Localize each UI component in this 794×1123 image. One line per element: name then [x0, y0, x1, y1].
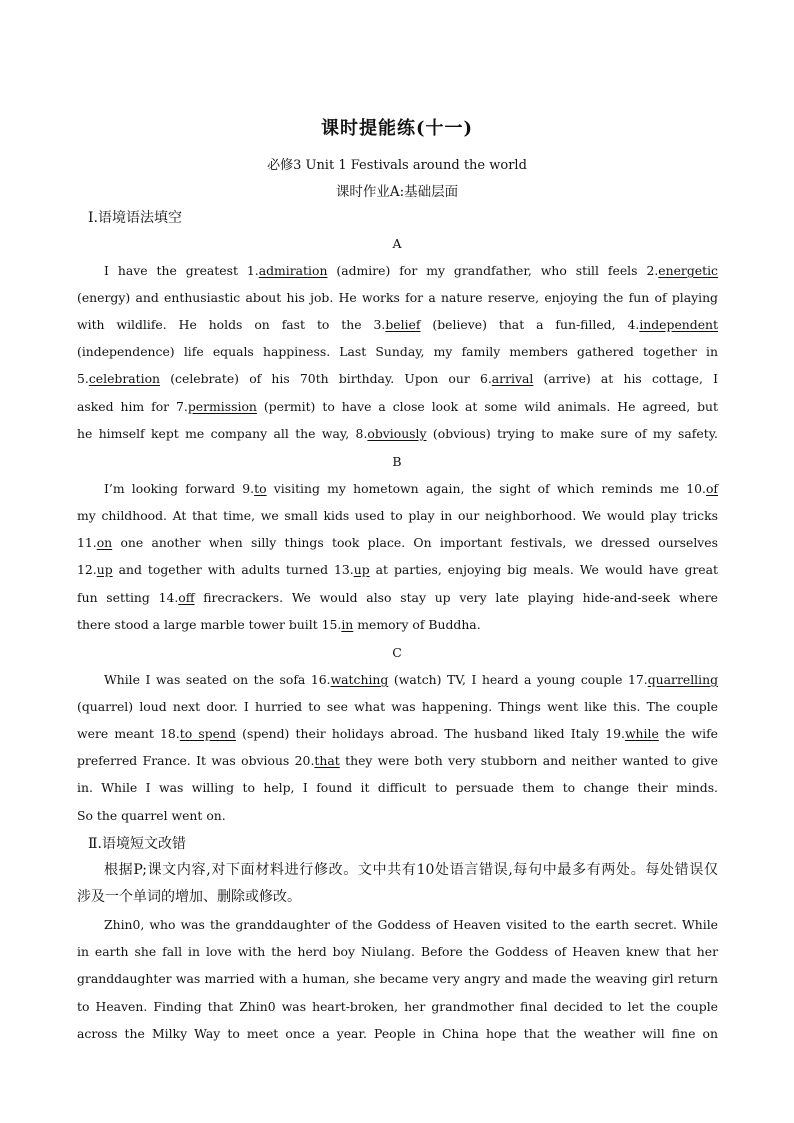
passage-line: [77, 588, 718, 608]
passage-text: (celebrate) of his 70th birthday. Upon our 6.: [160, 371, 492, 386]
answer-blank: of: [705, 481, 718, 496]
passage-text: So the quarrel went on.: [77, 808, 226, 823]
part-c-label: C: [392, 645, 402, 660]
passage-text: visiting my hometown again, the sight of which reminds me 10.: [266, 481, 706, 496]
answer-blank: while: [624, 726, 659, 741]
passage-text: in. While I was willing to help, I found it difficult to persuade them to change their minds.: [77, 780, 718, 795]
passage-text: 5.: [77, 371, 89, 386]
section-2-heading: Ⅱ.语境短文改错: [88, 836, 186, 852]
answer-blank: watching: [330, 672, 389, 687]
part-b-label: B: [392, 454, 402, 469]
passage-line: granddaughter was married with a human, she became very angry and made the weaving girl return: [77, 971, 718, 986]
passage-text: at parties, enjoying big meals. We would have great: [369, 562, 718, 577]
passage-text: (arrive) at his cottage, I: [533, 371, 718, 386]
passage-line: [77, 261, 718, 281]
answer-blank: off: [178, 590, 195, 605]
passage-line: [77, 751, 718, 771]
passage-text: there stood a large marble tower built 15.: [77, 617, 342, 632]
passage-text: he himself kept me company all the way, 8.: [77, 426, 368, 441]
passage-line: [77, 724, 718, 744]
passage-text: they were both very stubborn and neither wanted to give: [339, 753, 718, 768]
passage-line: to Heaven. Finding that Zhin0 was heart-broken, her grandmother final decided to let the couple: [77, 999, 718, 1014]
passage-text: the wife: [658, 726, 718, 741]
passage-text: were meant 18.: [77, 726, 180, 741]
passage-text: (spend) their holidays abroad. The husband liked Italy 19.: [235, 726, 625, 741]
passage-line: in earth she fall in love with the herd boy Niulang. Before the Goddess of Heaven knew that her: [77, 944, 718, 959]
section-1-heading: Ⅰ.语境语法填空: [88, 210, 182, 226]
passage-text: my childhood. At that time, we small kids used to play in our neighborhood. We would play tricks: [77, 508, 718, 523]
unit-subtitle: 必修3 Unit 1 Festivals around the world: [267, 158, 527, 173]
passage-line: [77, 424, 718, 444]
answer-blank: quarrelling: [647, 672, 718, 687]
passage-text: (quarrel) loud next door. I hurried to see what was happening. Things went like this. The couple: [77, 699, 718, 714]
passage-text: asked him for 7.: [77, 399, 188, 414]
passage-text: with wildlife. He holds on fast to the 3.: [77, 317, 386, 332]
answer-blank: up: [353, 562, 370, 577]
answer-blank: belief: [385, 317, 421, 332]
passage-line: [77, 806, 718, 826]
passage-line: [77, 397, 718, 417]
passage-text: (obvious) trying to make sure of my safety.: [426, 426, 718, 441]
answer-blank: admiration: [258, 263, 328, 278]
passage-text: (watch) TV, I heard a young couple 17.: [388, 672, 648, 687]
page-title: 课时提能练(十一): [320, 118, 474, 139]
answer-blank: to spend: [179, 726, 236, 741]
answer-blank: permission: [187, 399, 257, 414]
answer-blank: to: [254, 481, 267, 496]
passage-text: (believe) that a fun-filled, 4.: [420, 317, 640, 332]
passage-line: [77, 778, 718, 798]
passage-text: one another when silly things took place. On important festivals, we dressed ourselves: [112, 535, 718, 550]
passage-text: (admire) for my grandfather, who still feels 2.: [327, 263, 659, 278]
passage-text: 12.: [77, 562, 97, 577]
passage-line: [77, 615, 718, 635]
instruction-line: 根据P;课文内容,对下面材料进行修改。文中共有10处语言错误,每句中最多有两处。每处错误仅: [104, 862, 718, 878]
answer-blank: independent: [639, 317, 718, 332]
answer-blank: celebration: [88, 371, 161, 386]
answer-blank: obviously: [367, 426, 427, 441]
passage-line: [77, 288, 718, 308]
part-a-label: A: [392, 236, 402, 251]
passage-line: [77, 342, 718, 362]
answer-blank: on: [96, 535, 113, 550]
passage-line: [77, 369, 718, 389]
passage-line: [77, 479, 718, 499]
passage-text: fun setting 14.: [77, 590, 179, 605]
passage-text: (permit) to have a close look at some wild animals. He agreed, but: [256, 399, 719, 414]
passage-line: across the Milky Way to meet once a year. People in China hope that the weather will fine on: [77, 1026, 718, 1041]
passage-line: [77, 506, 718, 526]
passage-text: (independence) life equals happiness. Last Sunday, my family members gathered together in: [77, 344, 718, 359]
passage-text: preferred France. It was obvious 20.: [77, 753, 315, 768]
passage-text: While I was seated on the sofa 16.: [104, 672, 331, 687]
passage-text: memory of Buddha.: [353, 617, 481, 632]
answer-blank: arrival: [491, 371, 534, 386]
passage-line: [77, 670, 718, 690]
passage-line: [77, 697, 718, 717]
passage-text: 11.: [77, 535, 97, 550]
passage-line: [77, 315, 718, 335]
passage-text: and together with adults turned 13.: [112, 562, 354, 577]
answer-blank: energetic: [658, 263, 718, 278]
passage-text: I have the greatest 1.: [104, 263, 259, 278]
passage-text: firecrackers. We would also stay up very late playing hide-and-seek where: [194, 590, 719, 605]
answer-blank: up: [96, 562, 113, 577]
assignment-subtitle: 课时作业A:基础层面: [335, 184, 459, 200]
instruction-line: 涉及一个单词的增加、删除或修改。: [77, 889, 301, 905]
answer-blank: that: [314, 753, 340, 768]
passage-line: [77, 560, 718, 580]
passage-text: (energy) and enthusiastic about his job. He works for a nature reserve, enjoying the fun of playing: [77, 290, 718, 305]
passage-line: [77, 533, 718, 553]
passage-text: I’m looking forward 9.: [104, 481, 255, 496]
passage-line: Zhin0, who was the granddaughter of the Goddess of Heaven visited to the earth secret. While: [104, 917, 718, 932]
answer-blank: in: [341, 617, 354, 632]
